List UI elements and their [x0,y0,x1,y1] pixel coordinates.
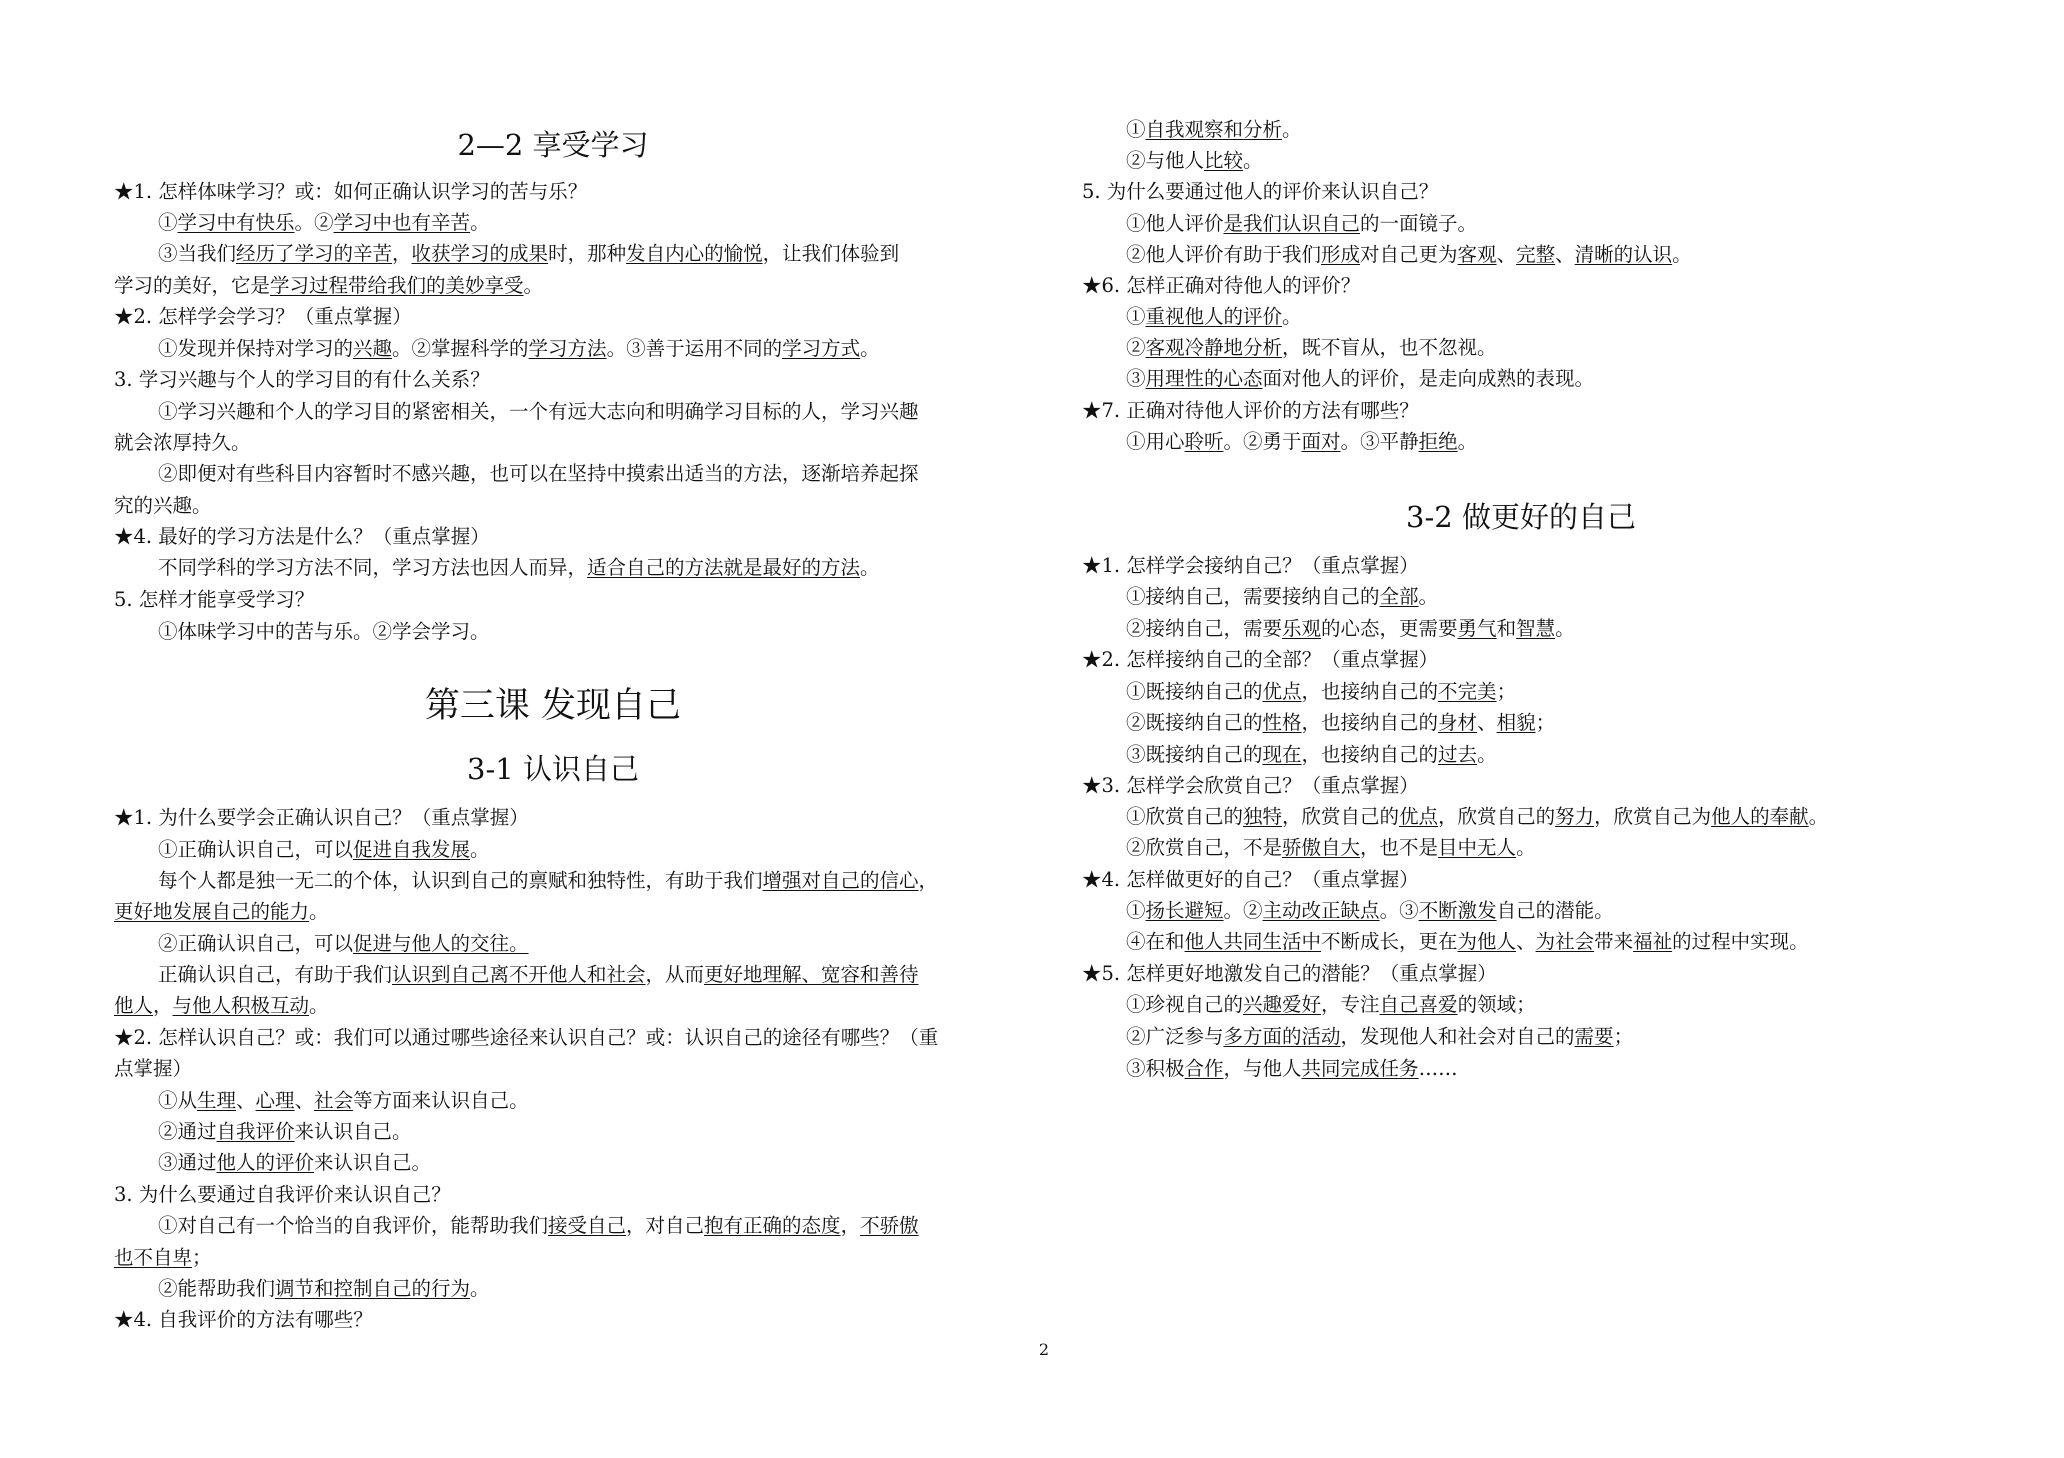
text-span: 。 [860,556,880,579]
text-span: ③积极 [1126,1057,1185,1080]
text-span: 学习的美好，它是 [114,274,271,297]
answer-line [114,1086,992,1116]
answer-line [1082,708,1960,738]
text-span: ； [1535,711,1556,734]
text-span: 5. 怎样才能享受学习？ [114,588,315,611]
text-span: ① [1126,305,1146,328]
underlined-keyphrase: 主动改正缺点 [1262,899,1380,922]
underlined-keyphrase: 收获学习的成果 [411,242,549,265]
text-span: ，也不是 [1360,836,1439,859]
text-span: 。 [470,1277,490,1300]
text-span: 3-1 认识自己 [467,752,639,786]
underlined-keyphrase: 不完美 [1438,680,1497,703]
underlined-keyphrase: 接受自己 [548,1214,627,1237]
text-span: ②广泛参与 [1126,1025,1224,1048]
text-span: ① [158,211,178,234]
text-span: ★4. 怎样做更好的自己？（重点掌握） [1082,868,1419,891]
text-span: 。② [294,211,334,234]
underlined-keyphrase: 调节和控制自己的行为 [275,1277,471,1300]
text-span: ； [1613,1025,1634,1048]
question-line [114,1023,992,1053]
underlined-keyphrase: 兴趣 [353,337,393,360]
underlined-keyphrase: 拒绝 [1418,430,1458,453]
text-span: 不同学科的学习方法不同，学习方法也因人而异， [158,556,588,579]
text-span: ① [1126,899,1146,922]
text-span: 2—2 享受学习 [457,128,649,162]
answer-line [114,397,992,427]
underlined-keyphrase: 优点 [1262,680,1302,703]
text-span: ，欣赏自己的 [1282,805,1400,828]
underlined-keyphrase: 福祉 [1633,930,1673,953]
answer-line [114,553,992,583]
text-span: ①欣赏自己的 [1126,805,1244,828]
underlined-keyphrase: 过去 [1438,743,1478,766]
answer-line [114,239,992,269]
question-line [114,803,992,833]
underlined-keyphrase: 社会 [314,1089,354,1112]
text-span: 的一面镜子。 [1360,212,1478,235]
answer-line [1082,927,1960,957]
text-span: ②与他人 [1126,149,1205,172]
answer-line [1082,677,1960,707]
text-span: ①既接纳自己的 [1126,680,1263,703]
underlined-keyphrase: 清晰的认识 [1574,243,1673,266]
continuation-line [114,897,992,927]
underlined-keyphrase: 乐观 [1282,617,1322,640]
text-span: 。 [860,337,880,360]
underlined-keyphrase: 现在 [1262,743,1302,766]
answer-line [1082,115,1960,145]
text-span: ③通过 [158,1151,217,1174]
text-span: 3-2 做更好的自己 [1406,500,1636,534]
text-span: 。 [523,274,544,297]
underlined-keyphrase: 努力 [1555,805,1595,828]
underlined-keyphrase: 勇气 [1457,617,1497,640]
text-span: 5. 为什么要通过他人的评价来认识自己？ [1082,180,1439,203]
text-span: ①珍视自己的 [1126,993,1244,1016]
text-span: ②正确认识自己，可以 [158,932,354,955]
underlined-keyphrase: 学习方式 [782,337,861,360]
underlined-keyphrase: 生理 [197,1089,237,1112]
answer-line [1082,833,1960,863]
text-span: 、 [1555,243,1575,266]
text-span: 不断成长，更在 [1321,930,1458,953]
text-span: ，从而 [645,963,705,986]
underlined-keyphrase: 面对 [1301,430,1341,453]
answer-line [1082,614,1960,644]
section-heading [114,678,992,728]
answer-line [114,866,992,896]
page-number: 2 [1038,1340,1050,1359]
underlined-keyphrase: 目中无人 [1438,836,1517,859]
question-line [114,1180,992,1210]
answer-line [1082,302,1960,332]
text-span: 和 [1496,617,1517,640]
underlined-keyphrase: 形成 [1321,243,1361,266]
section-heading [114,747,992,788]
underlined-keyphrase: 客观 [1457,243,1497,266]
underlined-keyphrase: 经历了学习的辛苦 [236,242,393,265]
text-span: ，也接纳自己的 [1301,711,1439,734]
text-span: ①学习兴趣和个人的学习目的紧密相关，一个有远大志向和明确学习目标的人，学习兴趣 [158,400,919,423]
text-span: ②能帮助我们 [158,1277,276,1300]
text-span: 自己的潜能。 [1496,899,1614,922]
text-span: ★2. 怎样认识自己？或：我们可以通过哪些途径来认识自己？或：认识自己的途径有哪些？（重 [114,1026,939,1049]
answer-line [1082,990,1960,1020]
question-line [1082,271,1960,301]
text-span: 、 [1496,243,1517,266]
answer-line [1082,333,1960,363]
text-span: 。② [1223,899,1263,922]
text-span: 。②勇于 [1223,430,1302,453]
text-span: 的过程中实现。 [1672,930,1809,953]
text-span: 。③善于运用不同的 [606,337,783,360]
text-span: ★1. 为什么要学会正确认识自己？（重点掌握） [114,806,529,829]
text-span: ； [192,1246,212,1269]
answer-line [1082,364,1960,394]
text-span: 。 [309,900,329,923]
underlined-keyphrase: 学习方法 [528,337,607,360]
text-span: 。 [470,838,490,861]
underlined-keyphrase: 兴趣爱好 [1243,993,1322,1016]
text-span: 点掌握） [114,1057,193,1080]
continuation-line [114,491,992,521]
continuation-line [114,1243,992,1273]
answer-line [114,1211,992,1241]
text-span: ，欣赏自己的 [1438,805,1556,828]
answer-line [114,1148,992,1178]
underlined-keyphrase: 完整 [1516,243,1556,266]
text-span: 。 [1477,743,1497,766]
text-span: ①从 [158,1089,198,1112]
text-span: ②欣赏自己，不是 [1126,836,1283,859]
answer-line [114,1117,992,1147]
underlined-keyphrase: 与他人积极互动 [172,994,310,1017]
text-span: ★7. 正确对待他人评价的方法有哪些？ [1082,399,1419,422]
text-span: 带来 [1594,930,1634,953]
underlined-keyphrase: 智慧 [1516,617,1556,640]
underlined-keyphrase: 自我观察和分析 [1145,118,1283,141]
text-span: 每个人都是独一无二的个体，认识到自己的禀赋和独特性，有助于我们 [158,869,763,892]
answer-line [114,334,992,364]
underlined-keyphrase: 用理性的心态 [1145,367,1263,390]
text-span: 第三课 发现自己 [424,686,682,726]
underlined-keyphrase: 共同完成任务 [1301,1057,1419,1080]
text-span: ①正确认识自己，可以 [158,838,354,861]
continuation-line [114,271,992,301]
text-span: ②即便对有些科目内容暂时不感兴趣，也可以在坚持中摸索出适当的方法，逐渐培养起探 [158,462,919,485]
text-span: 、 [236,1089,256,1112]
text-span: 3. 为什么要通过自我评价来认识自己？ [114,1183,451,1206]
underlined-keyphrase: 为他人 [1457,930,1517,953]
text-span: ②接纳自己，需要 [1126,617,1283,640]
text-span: ①发现并保持对学习的 [158,337,354,360]
text-span: 的心态，更需要 [1321,617,1458,640]
answer-line [1082,582,1960,612]
answer-line [1082,427,1960,457]
text-span: 。 [470,211,490,234]
text-span: 3. 学习兴趣与个人的学习目的有什么关系？ [114,368,490,391]
text-span: ， [840,1214,861,1237]
text-span: 来认识自己。 [294,1120,412,1143]
text-span: ①用心 [1126,430,1185,453]
question-line [1082,771,1960,801]
text-span: 、 [1477,711,1497,734]
text-span: 。 [1808,805,1829,828]
underlined-keyphrase: 发自内心的愉悦 [626,242,763,265]
text-span: ， [153,994,173,1017]
underlined-keyphrase: 更好地理解、宽容和善待 [704,963,919,986]
answer-line [114,459,992,489]
underlined-keyphrase: 认识到自己离不开他人和社会 [392,963,646,986]
underlined-keyphrase: 心理 [255,1089,295,1112]
section-heading [114,123,992,164]
text-span: ① [1126,118,1146,141]
underlined-keyphrase: 性格 [1262,711,1302,734]
question-line [114,585,992,615]
answer-line [1082,1054,1960,1084]
answer-line [114,208,992,238]
text-span: ② [1126,336,1146,359]
underlined-keyphrase: 优点 [1399,805,1439,828]
text-span: ，与他人 [1223,1057,1302,1080]
text-span: ③ [1126,367,1146,390]
text-span: 。 [1516,836,1536,859]
text-span: ； [1496,680,1517,703]
text-span: ， [392,242,412,265]
text-span: ②既接纳自己的 [1126,711,1263,734]
question-line [1082,396,1960,426]
underlined-keyphrase: 骄傲自大 [1282,836,1361,859]
text-span: 、 [294,1089,315,1112]
underlined-keyphrase: 学习中有快乐 [177,211,295,234]
section-heading [1082,495,1960,536]
text-span: 。 [1282,118,1302,141]
text-span: ， [918,869,939,892]
underlined-keyphrase: 客观冷静地分析 [1145,336,1283,359]
underlined-keyphrase: 他人的评价 [216,1151,315,1174]
underlined-keyphrase: 抱有正确的态度 [704,1214,841,1237]
underlined-keyphrase: 他人 [114,994,154,1017]
underlined-keyphrase: 扬长避短 [1145,899,1224,922]
underlined-keyphrase: 为社会 [1535,930,1595,953]
text-span: 。 [1672,243,1692,266]
text-span: ★6. 怎样正确对待他人的评价？ [1082,274,1361,297]
text-span: 。 [1418,585,1439,608]
underlined-keyphrase: 相貌 [1496,711,1536,734]
question-line [114,1305,992,1335]
continuation-line [114,1054,992,1084]
continuation-line [114,991,992,1021]
underlined-keyphrase: 促进自我发展 [353,838,471,861]
answer-line [1082,896,1960,926]
underlined-keyphrase: 聆听 [1184,430,1224,453]
answer-line [114,960,992,990]
underlined-keyphrase: 不骄傲 [860,1214,919,1237]
question-line [1082,865,1960,895]
text-span: ，也接纳自己的 [1301,743,1439,766]
text-span: 。 [1243,149,1263,172]
underlined-keyphrase: 增强对自己的信心 [762,869,919,892]
underlined-keyphrase: 他人的奉献 [1711,805,1809,828]
text-span: ★1. 怎样学会接纳自己？（重点掌握） [1082,554,1419,577]
text-span: 对自己更为 [1360,243,1458,266]
text-span: ★2. 怎样学会学习？（重点掌握） [114,305,412,328]
text-span: ，既不盲从，也不忽视。 [1282,336,1497,359]
answer-line [114,929,992,959]
underlined-keyphrase: 自己喜爱 [1379,993,1458,1016]
text-span: ，对自己 [626,1214,705,1237]
underlined-keyphrase: 也不自卑 [114,1246,193,1269]
answer-line [1082,740,1960,770]
text-span: 的领域； [1457,993,1536,1016]
text-span: ★2. 怎样接纳自己的全部？（重点掌握） [1082,648,1439,671]
text-span: ②通过 [158,1120,217,1143]
question-line [1082,645,1960,675]
text-span: ★1. 怎样体味学习？或：如何正确认识学习的苦与乐？ [114,180,588,203]
answer-line [1082,802,1960,832]
text-span: ，让我们体验到 [762,242,900,265]
text-span: 面对他人的评价，是走向成熟的表现。 [1262,367,1595,390]
question-line [114,177,992,207]
answer-line [114,1274,992,1304]
text-span: 。③ [1379,899,1419,922]
text-span: ★3. 怎样学会欣赏自己？（重点掌握） [1082,774,1419,797]
answer-line [1082,209,1960,239]
underlined-keyphrase: 促进与他人的交往。 [353,932,529,955]
text-span: ③既接纳自己的 [1126,743,1263,766]
continuation-line [114,428,992,458]
text-span: ，专注 [1321,993,1380,1016]
text-span: 。 [1555,617,1575,640]
underlined-keyphrase: 自我评价 [216,1120,295,1143]
text-span: ★5. 怎样更好地激发自己的潜能？（重点掌握） [1082,962,1497,985]
underlined-keyphrase: 比较 [1204,149,1244,172]
question-line [1082,551,1960,581]
underlined-keyphrase: 不断激发 [1418,899,1497,922]
text-span: ，发现他人和社会对自己的 [1340,1025,1575,1048]
underlined-keyphrase: 适合自己的方法就是最好的方法 [587,556,861,579]
text-span: ★4. 自我评价的方法有哪些？ [114,1308,373,1331]
text-span: …… [1418,1057,1458,1080]
answer-line [114,617,992,647]
underlined-keyphrase: 是我们认识自己 [1223,212,1361,235]
text-span: 。 [309,994,329,1017]
question-line [1082,959,1960,989]
text-span: ③当我们 [158,242,237,265]
text-span: ①他人评价 [1126,212,1224,235]
underlined-keyphrase: 学习过程带给我们的美妙享受 [270,274,524,297]
underlined-keyphrase: 全部 [1379,585,1419,608]
question-line [114,365,992,395]
underlined-keyphrase: 学习中也有辛苦 [333,211,471,234]
answer-line [1082,1022,1960,1052]
underlined-keyphrase: 多方面的活动 [1223,1025,1341,1048]
question-line [1082,177,1960,207]
answer-line [114,835,992,865]
text-span: 来认识自己。 [314,1151,432,1174]
text-span: 就会浓厚持久。 [114,431,251,454]
underlined-keyphrase: 重视他人的评价 [1145,305,1283,328]
question-line [114,302,992,332]
text-span: 、 [1516,930,1536,953]
text-span: ①接纳自己，需要接纳自己的 [1126,585,1380,608]
text-span: 。②掌握科学的 [392,337,529,360]
text-span: 。 [1457,430,1478,453]
underlined-keyphrase: 合作 [1184,1057,1224,1080]
underlined-keyphrase: 更好地发展自己的能力 [114,900,310,923]
text-span: ①对自己有一个恰当的自我评价，能帮助我们 [158,1214,549,1237]
text-span: ①体味学习中的苦与乐。②学会学习。 [158,620,490,643]
underlined-keyphrase: 他人共同生活中 [1184,930,1322,953]
text-span: ②他人评价有助于我们 [1126,243,1322,266]
underlined-keyphrase: 需要 [1574,1025,1614,1048]
text-span: ★4. 最好的学习方法是什么？（重点掌握） [114,525,490,548]
text-span: 究的兴趣。 [114,494,212,517]
text-span: 时，那种 [548,242,627,265]
text-span: 。③平静 [1340,430,1419,453]
text-span: 。 [1282,305,1302,328]
text-span: 等方面来认识自己。 [353,1089,529,1112]
text-span: ，欣赏自己为 [1594,805,1712,828]
underlined-keyphrase: 身材 [1438,711,1478,734]
underlined-keyphrase: 独特 [1243,805,1283,828]
text-span: ④在和 [1126,930,1185,953]
question-line [114,522,992,552]
text-span: 正确认识自己，有助于我们 [158,963,393,986]
text-span: ，也接纳自己的 [1301,680,1439,703]
answer-line [1082,240,1960,270]
answer-line [1082,146,1960,176]
